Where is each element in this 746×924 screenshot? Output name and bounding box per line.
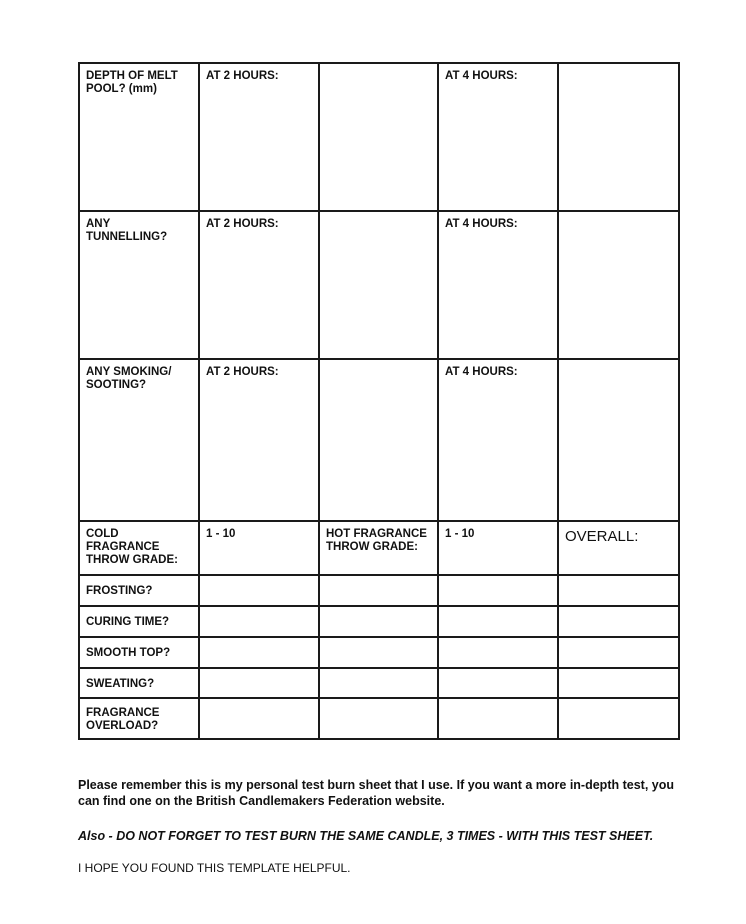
hot-grade-scale: 1 - 10	[438, 521, 558, 575]
table-row-smooth-top	[79, 637, 679, 668]
empty-cell	[558, 575, 679, 606]
empty-cell	[438, 606, 558, 637]
test-burn-table	[78, 62, 680, 740]
empty-cell	[199, 637, 319, 668]
notes-section	[78, 777, 678, 876]
table-row-melt-pool	[79, 63, 679, 211]
row-label: CURING TIME?	[79, 606, 199, 637]
empty-cell	[319, 698, 438, 739]
empty-cell	[558, 698, 679, 739]
table-row-curing-time	[79, 606, 679, 637]
empty-cell	[199, 668, 319, 698]
cell-4-hours-label: AT 4 HOURS:	[438, 211, 558, 359]
empty-cell	[438, 637, 558, 668]
cell-2-hours-label: AT 2 HOURS:	[199, 359, 319, 521]
row-label: FROSTING?	[79, 575, 199, 606]
empty-cell	[199, 606, 319, 637]
cell-4-hours-label: AT 4 HOURS:	[438, 359, 558, 521]
empty-cell	[319, 637, 438, 668]
row-label: DEPTH OF MELT POOL? (mm)	[79, 63, 199, 211]
row-label: COLD FRAGRANCE THROW GRADE:	[79, 521, 199, 575]
cell-2-hours-value	[319, 211, 438, 359]
empty-cell	[319, 668, 438, 698]
cell-4-hours-value	[558, 359, 679, 521]
row-label: FRAGRANCE OVERLOAD?	[79, 698, 199, 739]
empty-cell	[558, 606, 679, 637]
empty-cell	[438, 668, 558, 698]
cold-grade-scale: 1 - 10	[199, 521, 319, 575]
cell-4-hours-value	[558, 63, 679, 211]
row-label: SMOOTH TOP?	[79, 637, 199, 668]
row-label: ANY SMOKING/ SOOTING?	[79, 359, 199, 521]
table-row-fragrance-throw	[79, 521, 679, 575]
hot-fragrance-label: HOT FRAGRANCE THROW GRADE:	[319, 521, 438, 575]
cell-4-hours-value	[558, 211, 679, 359]
row-label: ANY TUNNELLING?	[79, 211, 199, 359]
warning-note: Also - DO NOT FORGET TO TEST BURN THE SAME CANDLE, 3 TIMES - WITH THIS TEST SHEET.	[78, 829, 654, 843]
empty-cell	[199, 698, 319, 739]
cell-2-hours-label: AT 2 HOURS:	[199, 63, 319, 211]
empty-cell	[319, 575, 438, 606]
table-row-sweating	[79, 668, 679, 698]
cell-2-hours-value	[319, 359, 438, 521]
table-row-smoking	[79, 359, 679, 521]
table-row-fragrance-overload	[79, 698, 679, 739]
empty-cell	[319, 606, 438, 637]
overall-label: OVERALL:	[558, 521, 679, 575]
reminder-note: Please remember this is my personal test burn sheet that I use. If you want a more in-depth test, you can find one on the British Candlemakers Federation website.	[78, 778, 674, 808]
empty-cell	[558, 668, 679, 698]
cell-4-hours-label: AT 4 HOURS:	[438, 63, 558, 211]
empty-cell	[438, 575, 558, 606]
cell-2-hours-label: AT 2 HOURS:	[199, 211, 319, 359]
row-label: SWEATING?	[79, 668, 199, 698]
empty-cell	[438, 698, 558, 739]
empty-cell	[558, 637, 679, 668]
table-row-tunnelling	[79, 211, 679, 359]
table-row-frosting	[79, 575, 679, 606]
cell-2-hours-value	[319, 63, 438, 211]
closing-note: I HOPE YOU FOUND THIS TEMPLATE HELPFUL.	[78, 861, 351, 875]
empty-cell	[199, 575, 319, 606]
